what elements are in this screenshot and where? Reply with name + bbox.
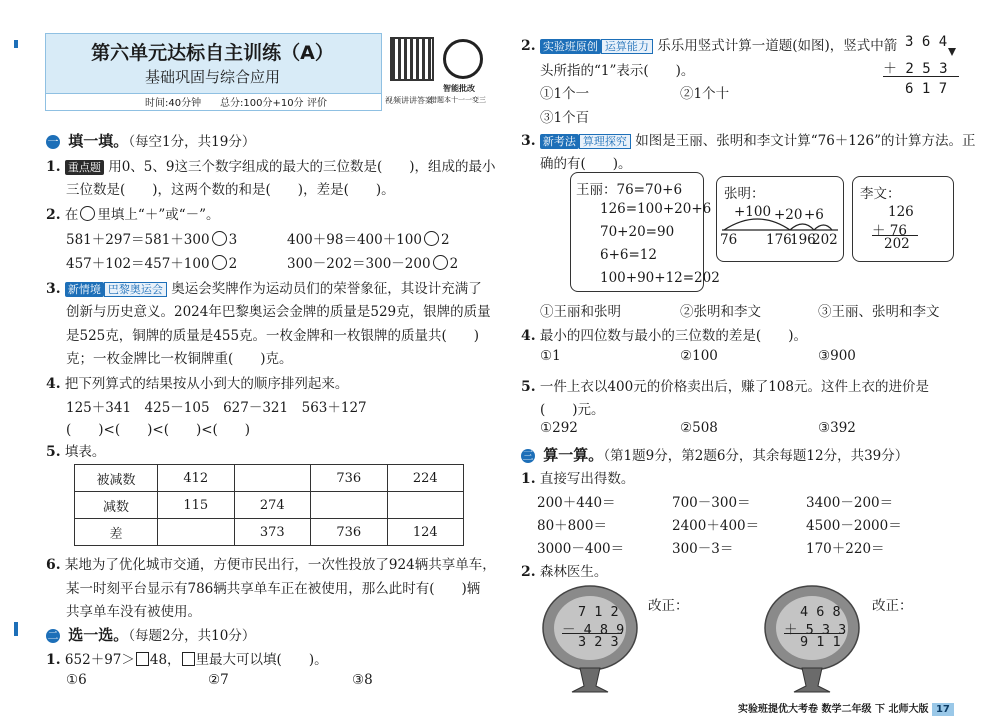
table-cell[interactable] xyxy=(311,492,388,519)
footer xyxy=(738,700,954,715)
question-number: 6. xyxy=(46,557,61,573)
number-line-tick: 76 xyxy=(720,232,738,248)
key-question-tag: 重点题 xyxy=(65,160,104,175)
question-number: 5. xyxy=(521,379,536,395)
correction-label: 改正： xyxy=(872,598,913,614)
question-text: 乐乐用竖式计算一道题(如图)，竖式中箭 xyxy=(657,38,898,54)
calc-item[interactable]: 3000－400＝ xyxy=(537,541,625,557)
addend-1: 4 6 8 xyxy=(800,604,841,620)
topic-tag: 巴黎奥运会 xyxy=(104,282,167,297)
section-title: 填一填。 xyxy=(68,132,129,150)
table-cell[interactable]: 274 xyxy=(234,492,311,519)
equation: 300－202＝300－200 xyxy=(287,256,431,272)
method-line: 100+90+12=202 xyxy=(600,270,720,286)
question-text: 里填上“＋”或“－”。 xyxy=(97,207,220,223)
question-text: 某一时刻平台显示有786辆共享单车正在被使用，那么此时有( )辆 xyxy=(66,581,481,597)
sum: 6 1 7 xyxy=(905,81,948,97)
method-name: 李文： xyxy=(860,186,901,202)
question-number: 2. xyxy=(521,564,536,580)
section-title: 算一算。 xyxy=(543,446,604,464)
blank-box[interactable] xyxy=(136,652,149,666)
method-name: 张明： xyxy=(724,186,765,202)
question-text: 森林医生。 xyxy=(539,564,608,580)
table-cell[interactable]: 412 xyxy=(158,465,235,492)
table-cell[interactable] xyxy=(387,492,464,519)
option[interactable]: ①1 xyxy=(540,348,561,364)
page-number: 17 xyxy=(932,703,954,716)
calc-item[interactable]: 3400－200＝ xyxy=(806,495,894,511)
option[interactable]: ②100 xyxy=(680,348,718,364)
question-text: 如图是王丽、张明和李文计算“76＋126”的计算方法。正 xyxy=(635,133,976,149)
subtrahend: － 4 8 9 xyxy=(562,622,625,638)
minuend: 7 1 2 xyxy=(578,604,619,620)
answer-circle[interactable] xyxy=(433,255,448,270)
question-number: 5. xyxy=(46,444,61,460)
margin-mark xyxy=(14,622,18,636)
question-number: 1. xyxy=(521,471,536,487)
question-text: 是525克，铜牌的质量是455克。一枚金牌和一枚银牌的质量共( ) xyxy=(66,328,480,344)
smart-caption-sub: 错题本十一一变三 xyxy=(430,96,486,104)
question-text: 把下列算式的结果按从小到大的顺序排列起来。 xyxy=(64,376,349,392)
correction-label: 改正： xyxy=(648,598,689,614)
equation-tail: 3 xyxy=(228,232,238,248)
number-line-tick: 176 xyxy=(766,232,792,248)
question-text: 共享单车没有被使用。 xyxy=(66,604,201,620)
calc-item[interactable]: 2400＋400＝ xyxy=(672,518,760,534)
new-method-tag: 新考法 xyxy=(540,134,579,149)
question-text: 48， xyxy=(149,652,181,668)
option[interactable]: ②7 xyxy=(208,672,229,688)
section-note: （每题2分，共10分） xyxy=(128,628,256,644)
table-cell[interactable]: 224 xyxy=(387,465,464,492)
page-subtitle: 基础巩固与综合应用 xyxy=(144,68,280,86)
option[interactable]: ①1个一 xyxy=(540,86,590,102)
section-note: （每空1分，共19分） xyxy=(128,134,256,150)
skill-tag: 算理探究 xyxy=(579,134,631,149)
question-text: 三位数是( )，这两个数的和是( )，差是( )。 xyxy=(66,182,395,198)
number-line-tick: 202 xyxy=(812,232,838,248)
question-text: 确的有( )。 xyxy=(540,156,632,172)
question-text: 一件上衣以400元的价格卖出后，赚了108元。这件上衣的进价是 xyxy=(539,379,929,395)
option[interactable]: ③1个百 xyxy=(540,110,590,126)
new-context-tag: 新情境 xyxy=(65,282,104,297)
original-tag: 实验班原创 xyxy=(540,39,601,54)
sum-line xyxy=(883,76,959,77)
table-row xyxy=(75,492,464,519)
blank-box[interactable] xyxy=(182,652,195,666)
unit-header xyxy=(45,33,490,111)
number-line-tick: 196 xyxy=(790,232,816,248)
question-number: 1. xyxy=(46,159,61,175)
calc-item[interactable]: 80＋800＝ xyxy=(537,518,607,534)
table-row-header: 差 xyxy=(75,519,158,546)
equation: 581＋297＝581＋300 xyxy=(66,232,210,248)
equation-tail: 2 xyxy=(440,232,450,248)
addend-1: 126 xyxy=(888,204,914,220)
section-title: 选一选。 xyxy=(68,626,129,644)
table-cell[interactable]: 736 xyxy=(311,465,388,492)
smart-grading-icon[interactable] xyxy=(443,39,483,79)
subtraction-table xyxy=(74,464,464,546)
meta-score: 总分:100分+10分 xyxy=(220,98,304,109)
option[interactable]: ②508 xyxy=(680,420,718,436)
question-number: 2. xyxy=(521,38,536,54)
option[interactable]: ③392 xyxy=(818,420,856,436)
jump-label: +100 xyxy=(734,204,772,220)
question-text: 652＋97＞ xyxy=(64,652,135,668)
qr-code-icon[interactable] xyxy=(390,37,434,81)
answer-circle[interactable] xyxy=(80,206,95,221)
question-text: 里最大可以填( )。 xyxy=(195,652,328,668)
question-text: 创新与历史意义。2024年巴黎奥运会金牌的质量是529克，银牌的质量 xyxy=(66,304,491,320)
expression-list: 125＋341 425－105 627－321 563＋127 xyxy=(66,400,367,416)
calc-item[interactable]: 4500－2000＝ xyxy=(806,518,902,534)
addend-1: 3 6 4 xyxy=(905,34,948,50)
question-text: 奥运会奖牌作为运动员们的荣誉象征，其设计充满了 xyxy=(171,281,482,297)
smart-caption: 智能批改 xyxy=(443,84,475,93)
equation-tail: 2 xyxy=(449,256,459,272)
margin-mark xyxy=(14,40,18,48)
method-line: 6+6=12 xyxy=(600,247,657,263)
meta-eval: 评价 xyxy=(307,98,327,109)
vertical-addition xyxy=(875,34,960,104)
table-row xyxy=(75,519,464,546)
method-line: 70+20=90 xyxy=(600,224,675,240)
option[interactable]: ①292 xyxy=(540,420,578,436)
question-text: ( )元。 xyxy=(540,402,605,418)
calc-item[interactable]: 700－300＝ xyxy=(672,495,751,511)
table-cell[interactable]: 373 xyxy=(234,519,311,546)
table-row-header: 被减数 xyxy=(75,465,158,492)
option[interactable]: ②张明和李文 xyxy=(680,304,761,320)
equation: 400＋98＝400＋100 xyxy=(287,232,422,248)
jump-label: +6 xyxy=(804,207,824,223)
method-line: 王丽：76=70+6 xyxy=(576,182,683,198)
option[interactable]: ①王丽和张明 xyxy=(540,304,621,320)
sum: 202 xyxy=(884,236,910,252)
section-number-badge: 三 xyxy=(522,449,534,462)
question-text: 最小的四位数与最小的三位数的差是( )。 xyxy=(539,328,807,344)
table-cell[interactable]: 124 xyxy=(387,519,464,546)
header-meta-band xyxy=(45,93,382,111)
meta-time: 时间:40分钟 xyxy=(145,98,202,109)
option[interactable]: ③8 xyxy=(352,672,373,688)
question-text: 直接写出得数。 xyxy=(539,471,635,487)
answer-circle[interactable] xyxy=(424,231,439,246)
question-number: 3. xyxy=(46,281,61,297)
question-text: 某地为了优化城市交通，方便市民出行，一次性投放了924辆共享单车， xyxy=(64,557,496,573)
jump-label: +20 xyxy=(774,207,803,223)
question-number: 4. xyxy=(46,376,61,392)
question-number: 2. xyxy=(46,207,61,223)
question-text: 头所指的“1”表示( )。 xyxy=(540,63,695,79)
question-text: 填表。 xyxy=(64,444,106,460)
equation: 457＋102＝457＋100 xyxy=(66,256,210,272)
arrow-icon xyxy=(948,48,956,56)
method-line: 126=100+20+6 xyxy=(600,201,712,217)
page-title: 第六单元达标自主训练（A） xyxy=(91,42,334,64)
difference: 3 2 3 xyxy=(578,634,619,650)
question-number: 3. xyxy=(521,133,536,149)
sum: 9 1 1 xyxy=(800,634,841,650)
question-text: 在 xyxy=(64,207,79,223)
option[interactable]: ①6 xyxy=(66,672,87,688)
question-number: 4. xyxy=(521,328,536,344)
answer-circle[interactable] xyxy=(212,255,227,270)
section-number-badge: 一 xyxy=(47,135,59,148)
footer-text: 实验班提优大考卷 数学二年级 下 北师大版 xyxy=(738,704,929,715)
calc-item[interactable]: 170＋220＝ xyxy=(806,541,885,557)
option[interactable]: ③900 xyxy=(818,348,856,364)
answer-circle[interactable] xyxy=(212,231,227,246)
table-row-header: 减数 xyxy=(75,492,158,519)
addend-2: ＋ 5 3 3 xyxy=(784,622,847,638)
question-text: 用0、5、9这三个数字组成的最大的三位数是( )，组成的最小 xyxy=(108,159,496,175)
addend-2: ＋ 2 5 3 xyxy=(883,61,948,77)
addend-2: ＋ 76 xyxy=(872,223,907,239)
option[interactable]: ②1个十 xyxy=(680,86,730,102)
section-note: （第1题9分，第2题6分，其余每题12分，共39分） xyxy=(603,448,909,464)
option[interactable]: ③王丽、张明和李文 xyxy=(818,304,940,320)
calc-item[interactable]: 300－3＝ xyxy=(672,541,734,557)
table-cell[interactable]: 736 xyxy=(311,519,388,546)
section-number-badge: 二 xyxy=(47,629,59,642)
question-text: 克；一枚金牌比一枚铜牌重( )克。 xyxy=(66,351,293,367)
equation-tail: 2 xyxy=(228,256,238,272)
question-number: 1. xyxy=(46,652,61,668)
table-cell[interactable] xyxy=(234,465,311,492)
table-cell[interactable] xyxy=(158,519,235,546)
qr-caption: 视频讲讲答案 xyxy=(385,96,433,105)
table-row xyxy=(75,465,464,492)
skill-tag: 运算能力 xyxy=(601,39,653,54)
order-blanks[interactable]: ( )<( )<( )<( ) xyxy=(66,422,251,438)
table-cell[interactable]: 115 xyxy=(158,492,235,519)
calc-item[interactable]: 200＋440＝ xyxy=(537,495,616,511)
